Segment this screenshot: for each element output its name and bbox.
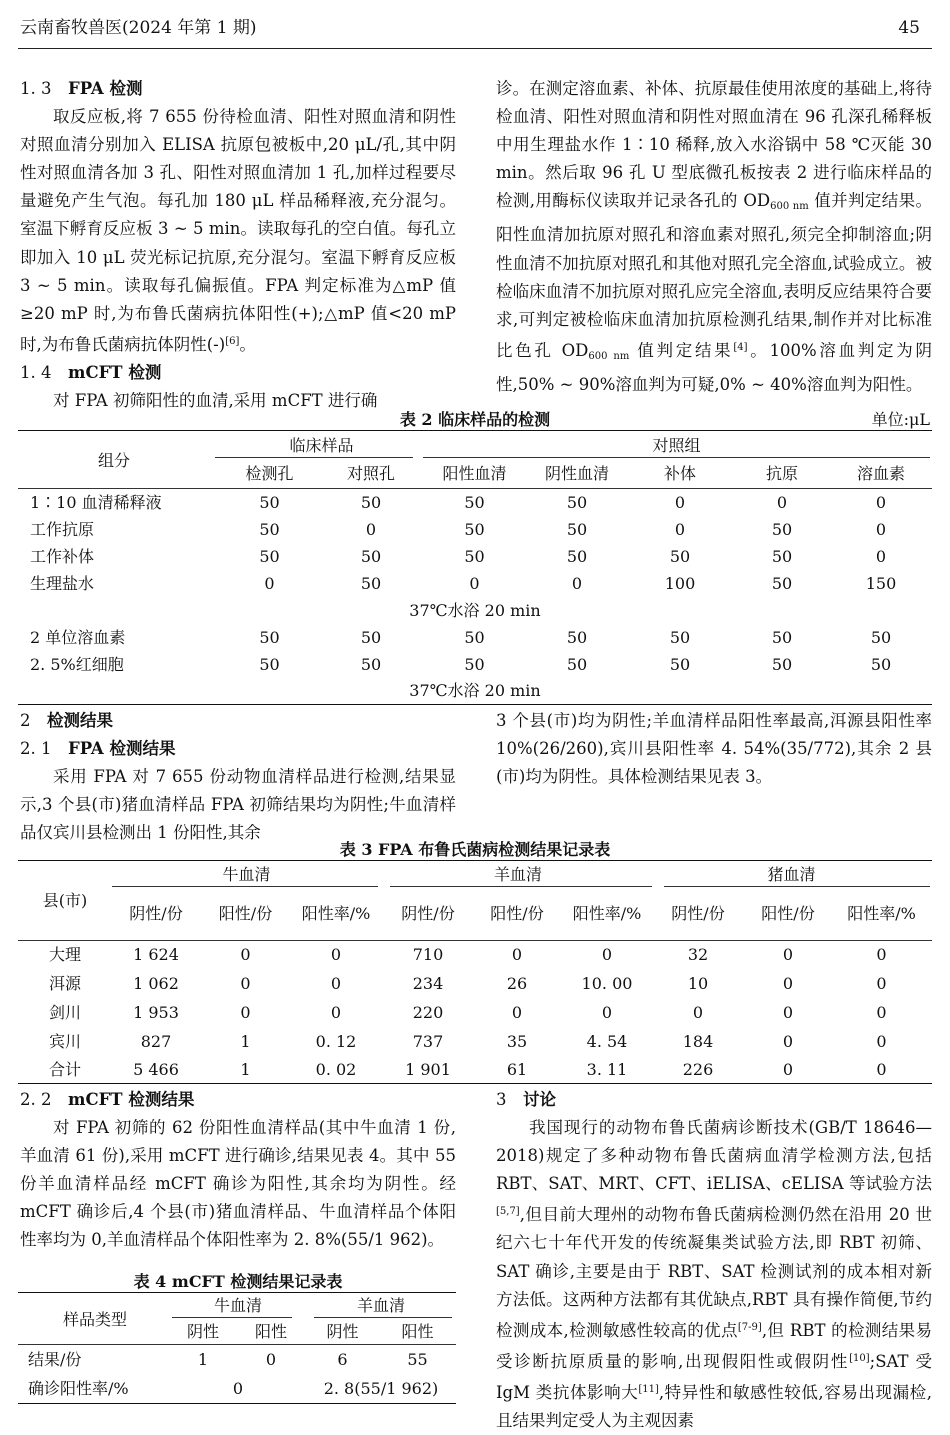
header-rule <box>18 48 932 49</box>
table-4-subheader: 阳性 <box>254 1321 287 1341</box>
section-1-3-paragraph: 取反应板,将 7 655 份待检血清、阳性对照血清和阴性对照血清分别加入 ELISA 抗原包被板中,20 μL/孔,其中阴性对照血清各加 3 孔、阳性对照血清加 1 孔,加样过程要尽量避免产生气泡。每孔加 180 μL 样品稀释液,充分混匀。室温下孵育反应板 3 ~ 5 min。读取每孔的空白值。每孔立即加入 10 μL 荧光标记抗原,充分混匀。室温下孵育反应板 3 ~ 5 min。读取每孔偏振值。FPA 判定标准为△mP 值≥20 mP 时,为布鲁氏菌病抗体阳性(+);△mP 值<20 mP 时,为布鲁氏菌病抗体阴性(-)[6]。 <box>20 107 456 354</box>
table-2-subheader: 检测孔 <box>245 464 294 483</box>
journal-header: 云南畜牧兽医(2024 年第 1 期) <box>20 18 257 38</box>
section-1-4-heading: 1. 4 mCFT 检测 <box>20 362 162 382</box>
table-3-top-rule <box>18 860 932 861</box>
table-row <box>20 597 930 624</box>
table-3-subheader: 阳性/份 <box>761 903 815 923</box>
left-column-1 <box>20 75 456 415</box>
table-4-bottom-rule <box>18 1403 456 1404</box>
table-3-subheader: 阳性率/% <box>301 903 371 923</box>
incubation-note: 37℃水浴 20 min <box>409 681 541 700</box>
table-row: 2. 5%红细胞 50 50 50 50 50 50 50 <box>30 654 892 674</box>
table-4-subheader: 阳性 <box>401 1321 434 1341</box>
right-column-1 <box>496 75 932 399</box>
table-2-subheader: 阴性血清 <box>544 464 609 483</box>
table-2-top-rule <box>18 430 932 431</box>
section-2-1-paragraph: 采用 FPA 对 7 655 份动物血清样品进行检测,结果显示,3 个县(市)猪血清样品 FPA 初筛结果均为阴性;牛血清样品仅宾川县检测出 1 份阳性,其余 <box>20 767 456 843</box>
table-row: 生理盐水 0 50 0 0 100 50 150 <box>30 573 897 593</box>
table-3-county-header: 县(市) <box>42 891 88 910</box>
table-row: 洱源 1 062 0 0 234 26 10. 00 10 0 0 <box>48 973 887 993</box>
section-1-4-paragraph: 对 FPA 初筛阳性的血清,采用 mCFT 进行确 <box>53 391 378 411</box>
table-4 <box>20 1294 456 1403</box>
incubation-note: 37℃水浴 20 min <box>409 600 541 620</box>
table-4-subheader: 阴性 <box>326 1321 359 1341</box>
section-1-3-heading: 1. 3 FPA 检测 <box>20 79 143 98</box>
table-3-subheader: 阴性/份 <box>401 903 455 923</box>
table-4-group-header: 羊血清 <box>356 1296 405 1315</box>
table-2-clinical-header: 临床样品 <box>289 435 354 455</box>
table-2-subheader: 对照孔 <box>346 464 395 483</box>
table-2-subheader: 阳性血清 <box>442 464 507 483</box>
table-3-subheader: 阳性/份 <box>490 903 544 923</box>
mcft-method-paragraph: 诊。在测定溶血素、补体、抗原最佳使用浓度的基础上,将待检血清、阳性对照血清和阴性对照血清在 96 孔深孔稀释板中用生理盐水作 1∶10 稀释,放入水浴锅中 58 ℃灭能 30 min。然后取 96 孔 U 型底微孔板按表 2 进行临床样品的检测,用酶标仪读取并记录各孔的 $OD_{600 nm}$ 值并判定结果。阳性血清加抗原对照孔和溶血素对照孔,须完全抑制溶血;阴性血清不加抗原对照孔和其他对照孔完全溶血,试验成立。被检临床血清不加抗原对照孔应完全溶血,表明反应结果符合要求,可判定被检临床血清加抗原检测孔结果,制作并对比标准比色孔 $OD_{600 nm}$ 值判定结果[4]。100%溶血判定为阴性,50% ~ 90%溶血判为可疑,0% ~ 40%溶血判为阳性。 <box>496 79 932 394</box>
citation: [11] <box>638 1383 659 1395</box>
table-row: 大理 1 624 0 0 710 0 0 32 0 0 <box>48 944 887 964</box>
fpa-results-paragraph: 3 个县(市)均为阴性;羊血清样品阳性率最高,洱源县阳性率 10%(26/260),宾川县阳性率 4. 54%(35/772),其余 2 县(市)均为阴性。具体检测结果见表 3。 <box>496 711 932 787</box>
table-row: 工作补体 50 50 50 50 50 50 0 <box>30 546 887 566</box>
section-2-heading: 2 检测结果 <box>20 711 113 730</box>
table-3-subheader: 阴性/份 <box>671 903 725 923</box>
section-3-heading: 3 讨论 <box>496 1090 556 1109</box>
discussion-paragraph: 我国现行的动物布鲁氏菌病诊断技术(GB/T 18646—2018)规定了多种动物布鲁氏菌病血清学检测方法,包括 RBT、SAT、MRT、CFT、iELISA、cELISA 等试验方法[5,7],但目前大理州的动物布鲁氏菌病检测仍然在沿用 20 世纪六七十年代开发的传统凝集类试验方法,即 RBT 初筛、SAT 确诊,主要是由于 RBT、SAT 检测试剂的成本相对新方法低。这两种方法都有其优缺点,RBT 具有操作简便,节约检测成本,检测敏感性较高的优点[7-9],但 RBT 的检测结果易受诊断抗原质量的影响,出现假阳性或假阴性[10];SAT 受 IgM 类抗体影响大[11],特异性和敏感性较低,容易出现漏检,且结果判定受人为主观因素 <box>496 1118 932 1431</box>
table-4-caption: 表 4 mCFT 检测结果记录表 <box>133 1272 343 1291</box>
table-row: 2 单位溶血素 50 50 50 50 50 50 50 <box>30 627 892 647</box>
page-number: 45 <box>898 18 920 38</box>
table-3-caption: 表 3 FPA 布鲁氏菌病检测结果记录表 <box>339 840 611 859</box>
table-3-subheader: 阴性/份 <box>129 903 183 923</box>
table-row: 剑川 1 953 0 0 220 0 0 0 0 0 <box>48 1002 887 1022</box>
citation: [7-9] <box>737 1321 762 1333</box>
table-row <box>20 678 930 704</box>
citation: [10] <box>849 1352 870 1364</box>
citation: [6] <box>225 335 240 347</box>
table-2-unit: 单位:μL <box>871 410 930 429</box>
table-2-subheader: 溶血素 <box>856 464 905 483</box>
table-2-caption: 表 2 临床样品的检测 <box>399 410 551 429</box>
table-row: 结果/份 1 0 6 55 <box>28 1349 428 1369</box>
left-column-3 <box>20 1086 456 1255</box>
table-row: 1∶10 血清稀释液 50 50 50 50 0 0 0 <box>30 492 887 512</box>
table-2-bottom-rule <box>18 704 932 705</box>
table-3 <box>20 862 930 1084</box>
table-3-subheader: 阳性/份 <box>218 903 273 923</box>
table-row: 宾川 827 1 0. 12 737 35 4. 54 184 0 0 <box>48 1031 887 1051</box>
table-4-top-rule <box>18 1292 456 1293</box>
table-2 <box>20 432 930 704</box>
table-3-group-header: 猪血清 <box>767 864 816 884</box>
table-2-control-header: 对照组 <box>652 435 701 455</box>
section-2-2-paragraph: 对 FPA 初筛的 62 份阳性血清样品(其中牛血清 1 份,羊血清 61 份),采用 mCFT 进行确诊,结果见表 4。其中 55 份羊血清样品经 mCFT 确诊为阳性,其余均为阴性。经 mCFT 确诊后,4 个县(市)猪血清样品、牛血清样品个体阳性率均为 0,羊血清样品个体阳性率为 2. 8%(55/1 962)。 <box>20 1118 456 1250</box>
table-2-subheader: 补体 <box>663 464 696 483</box>
right-column-3 <box>496 1086 932 1435</box>
table-3-subheader: 阳性率/% <box>572 903 642 923</box>
table-2-subheader: 抗原 <box>765 464 798 483</box>
right-column-2 <box>496 707 932 791</box>
section-2-2-heading: 2. 2 mCFT 检测结果 <box>20 1090 195 1109</box>
table-row: 确诊阳性率/% 0 2. 8(55/1 962) <box>28 1378 439 1398</box>
table-3-group-header: 羊血清 <box>493 864 542 884</box>
table-4-type-header: 样品类型 <box>62 1309 127 1329</box>
table-2-group-header: 组分 <box>98 450 131 470</box>
table-row: 合计 5 466 1 0. 02 1 901 61 3. 11 226 0 0 <box>48 1060 887 1079</box>
section-2-1-heading: 2. 1 FPA 检测结果 <box>20 739 176 759</box>
left-column-2 <box>20 707 456 847</box>
table-4-group-header: 牛血清 <box>213 1296 262 1315</box>
citation: [5,7] <box>496 1206 520 1218</box>
table-3-group-header: 牛血清 <box>222 864 271 884</box>
table-3-subheader: 阳性率/% <box>847 903 916 923</box>
citation: [4] <box>733 341 748 353</box>
table-row: 工作抗原 50 0 50 50 0 50 0 <box>30 519 887 539</box>
table-4-subheader: 阴性 <box>186 1321 219 1341</box>
